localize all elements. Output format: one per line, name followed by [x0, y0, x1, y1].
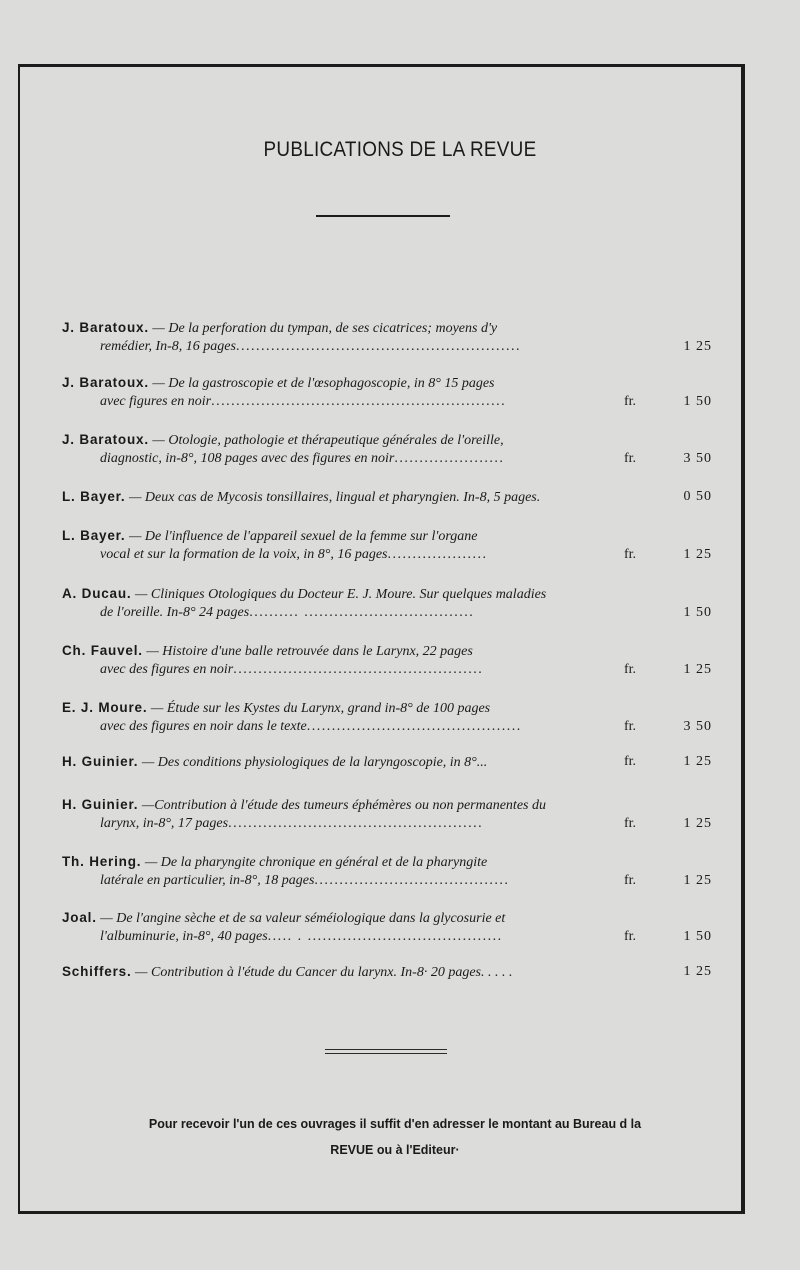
entry-title-text: —Contribution à l'étude des tumeurs éphémères ou non permanentes du: [141, 798, 546, 813]
currency-label: fr.: [624, 873, 637, 888]
entry-price: 1 25: [683, 754, 712, 769]
leader-dots: ......................: [394, 451, 505, 466]
entry-author: J. Baratoux.: [62, 320, 149, 335]
entry-title-text: — Des conditions physiologiques de la laryngoscopie, in 8°...: [141, 755, 488, 770]
entry-second-line: [62, 927, 712, 946]
publication-entry: [62, 584, 712, 622]
entry-author: L. Bayer.: [62, 489, 126, 504]
entry-title-text: — De la perforation du tympan, de ses cicatrices; moyens d'y: [152, 321, 498, 336]
entry-details-text: l'albuminurie, in-8°, 40 pages: [100, 929, 268, 944]
entry-first-line: [62, 373, 712, 392]
entry-second-line: [62, 603, 712, 622]
entry-price: 1 25: [683, 964, 712, 979]
entry-title-text: — Cliniques Otologiques du Docteur E. J. Moure. Sur quelques maladies: [134, 587, 547, 602]
entry-second-line: [62, 717, 712, 736]
publication-entry: [62, 318, 712, 356]
page-border-frame: [18, 64, 745, 1214]
entry-price: 3 50: [683, 451, 712, 466]
entry-first-line: [62, 318, 712, 337]
entry-details-text: avec des figures en noir dans le texte: [100, 719, 307, 734]
leader-dots: ...................................................: [228, 816, 484, 831]
publication-entry: [62, 698, 712, 736]
entry-author: Th. Hering.: [62, 854, 142, 869]
leader-dots: ...........................................................: [211, 394, 507, 409]
currency-label: fr.: [624, 662, 637, 677]
entry-details-text: diagnostic, in-8°, 108 pages avec des figures en noir: [100, 451, 395, 466]
entry-author: H. Guinier.: [62, 797, 139, 812]
entry-title-text: — Histoire d'une balle retrouvée dans le Larynx, 22 pages: [146, 644, 473, 659]
entry-author: Ch. Fauvel.: [62, 643, 143, 658]
footer-note-line2: REVUE ou à l'Editeur·: [330, 1143, 460, 1157]
publication-entry: [62, 641, 712, 679]
entry-title-text: — Étude sur les Kystes du Larynx, grand in-8° de 100 pages: [150, 701, 491, 716]
entry-second-line: [62, 660, 712, 679]
entry-details-text: avec figures en noir: [100, 394, 212, 409]
entry-price: 1 50: [683, 394, 712, 409]
entry-first-line: [62, 430, 712, 449]
currency-label: fr.: [624, 451, 637, 466]
entry-price: 1 25: [683, 339, 712, 354]
publication-entry: [62, 962, 712, 981]
entry-details-text: vocal et sur la formation de la voix, in 8°, 16 pages: [100, 547, 388, 562]
publication-entry: [62, 373, 712, 411]
entry-title-text: — Contribution à l'étude du Cancer du larynx. In-8· 20 pages. . . . .: [135, 965, 513, 980]
publication-entry: [62, 795, 712, 833]
entry-title-text: — Otologie, pathologie et thérapeutique générales de l'oreille,: [152, 433, 504, 448]
leader-dots: ..................................................: [233, 662, 484, 677]
entry-first-line: [62, 487, 712, 506]
entry-author: H. Guinier.: [62, 754, 139, 769]
entry-first-line: [62, 641, 712, 660]
publication-entry: [62, 430, 712, 468]
publication-entry: [62, 852, 712, 890]
entry-title-text: — De la pharyngite chronique en général et de la pharyngite: [144, 855, 488, 870]
entry-price: 1 50: [683, 605, 712, 620]
currency-label: fr.: [624, 547, 637, 562]
entry-first-line: [62, 795, 712, 814]
entry-first-line: [62, 752, 712, 771]
currency-label: fr.: [624, 719, 637, 734]
entry-details-text: avec des figures en noir: [100, 662, 234, 677]
leader-dots: .........................................................: [235, 339, 521, 354]
entry-details-text: latérale en particulier, in-8°, 18 pages: [100, 873, 315, 888]
closing-divider-rule: [325, 1049, 447, 1054]
entry-author: J. Baratoux.: [62, 432, 149, 447]
entry-first-line: [62, 962, 712, 981]
entry-price: 1 50: [683, 929, 712, 944]
entry-author: L. Bayer.: [62, 528, 126, 543]
entry-author: Schiffers.: [62, 964, 132, 979]
entry-details-text: de l'oreille. In-8° 24 pages: [100, 605, 250, 620]
publication-entry: [62, 752, 712, 771]
entry-second-line: [62, 814, 712, 833]
entry-price: 0 50: [683, 489, 712, 504]
entry-second-line: [62, 871, 712, 890]
entry-author: Joal.: [62, 910, 97, 925]
currency-label: fr.: [624, 394, 637, 409]
entry-first-line: [62, 852, 712, 871]
entry-author: E. J. Moure.: [62, 700, 148, 715]
title-divider-rule: [316, 215, 450, 217]
entry-title-text: — De la gastroscopie et de l'œsophagoscopie, in 8° 15 pages: [152, 376, 495, 391]
currency-label: fr.: [624, 929, 637, 944]
entry-second-line: [62, 449, 712, 468]
leader-dots: ..... . .......................................: [267, 929, 503, 944]
entry-details-text: remédier, In-8, 16 pages: [100, 339, 236, 354]
publication-entry: [62, 487, 712, 506]
entry-first-line: [62, 698, 712, 717]
entry-second-line: [62, 392, 712, 411]
currency-label: fr.: [624, 816, 637, 831]
entry-price: 1 25: [683, 816, 712, 831]
entry-author: J. Baratoux.: [62, 375, 149, 390]
entry-price: 1 25: [683, 547, 712, 562]
entry-first-line: [62, 526, 712, 545]
entry-price: 1 25: [683, 873, 712, 888]
entry-first-line: [62, 584, 712, 603]
publication-entry: [62, 526, 712, 564]
entry-first-line: [62, 908, 712, 927]
page-title: PUBLICATIONS DE LA REVUE: [263, 138, 537, 161]
entry-title-text: — De l'influence de l'appareil sexuel de la femme sur l'organe: [128, 529, 478, 544]
entry-price: 1 25: [683, 662, 712, 677]
footer-note-line1: Pour recevoir l'un de ces ouvrages il suffit d'en adresser le montant au Bureau d la: [148, 1117, 642, 1131]
publication-entry: [62, 908, 712, 946]
leader-dots: ...........................................: [306, 719, 522, 734]
entry-second-line: [62, 337, 712, 356]
entry-price: 3 50: [683, 719, 712, 734]
entry-title-text: — Deux cas de Mycosis tonsillaires, lingual et pharyngien. In-8, 5 pages.: [128, 490, 541, 505]
leader-dots: .......................................: [314, 873, 510, 888]
leader-dots: .......... ..................................: [249, 605, 475, 620]
entry-second-line: [62, 545, 712, 564]
entry-author: A. Ducau.: [62, 586, 132, 601]
leader-dots: ....................: [387, 547, 488, 562]
entry-title-text: — De l'angine sèche et de sa valeur séméiologique dans la glycosurie et: [100, 911, 506, 926]
currency-label: fr.: [624, 754, 637, 769]
entry-details-text: larynx, in-8°, 17 pages: [100, 816, 229, 831]
